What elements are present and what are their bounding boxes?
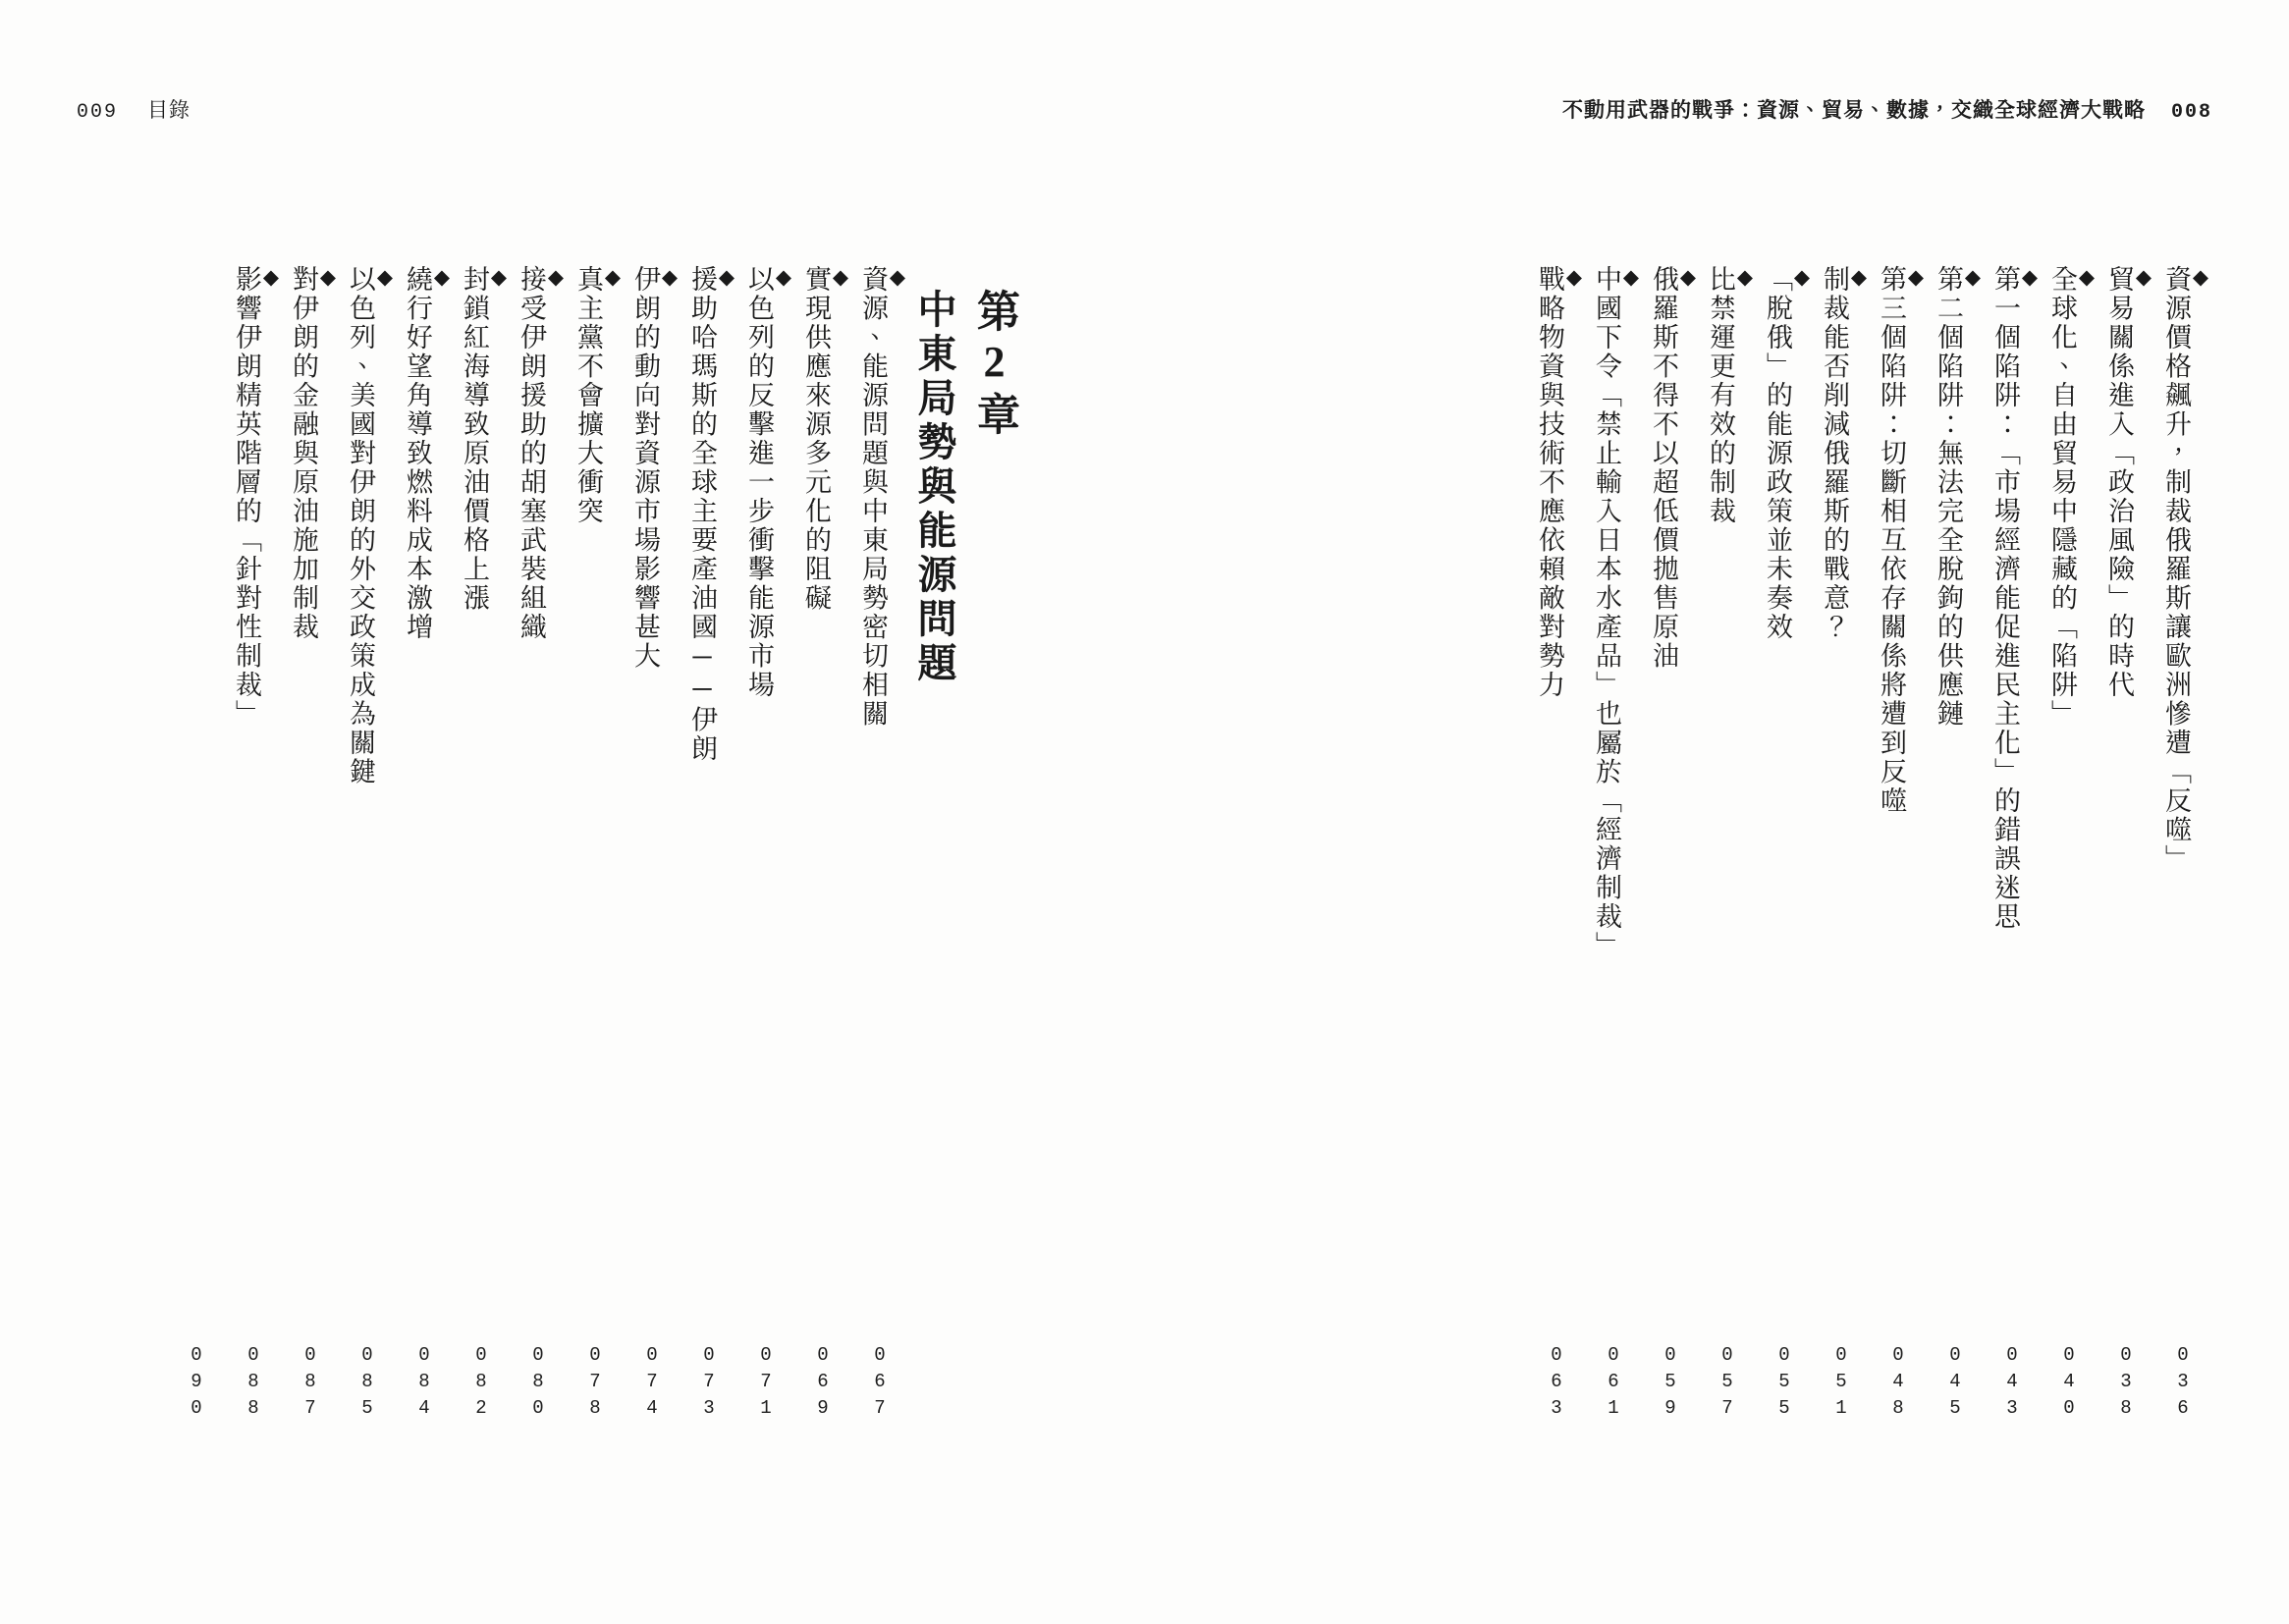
toc-entry-page: 051 <box>1829 1344 1852 1424</box>
toc-entry-page: 061 <box>1602 1344 1624 1424</box>
bullet-icon: ◆ <box>715 265 738 289</box>
toc-entry-text: 中國下令「禁止輸入日本水產品」也屬於「經濟制裁」 <box>1592 265 1621 960</box>
toc-entry-text: 「脫俄」的能源政策並未奏效 <box>1763 265 1792 642</box>
toc-entry-text: 伊朗的動向對資源市場影響甚大 <box>630 265 660 671</box>
bullet-icon: ◆ <box>1733 265 1757 289</box>
toc-entry-text: 比禁運更有效的制裁 <box>1706 265 1735 526</box>
toc-entry-page: 071 <box>754 1344 777 1424</box>
bullet-icon: ◆ <box>658 265 681 289</box>
toc-entry-page: 073 <box>697 1344 720 1424</box>
bullet-icon: ◆ <box>430 265 454 289</box>
toc-entry[interactable] <box>623 265 680 1424</box>
toc-entry[interactable] <box>736 265 793 1424</box>
chapter-heading <box>912 265 1025 1447</box>
bullet-icon: ◆ <box>487 265 511 289</box>
bullet-icon: ◆ <box>259 265 283 289</box>
toc-entry-page: 045 <box>1943 1344 1966 1424</box>
toc-entry-text: 實現供應來源多元化的阻礙 <box>801 265 831 613</box>
bullet-icon: ◆ <box>373 265 397 289</box>
running-head-left-label: 目錄 <box>147 98 191 122</box>
toc-entry-text: 封鎖紅海導致原油價格上漲 <box>460 265 489 613</box>
toc-entry[interactable] <box>395 265 452 1424</box>
toc-entry-page: 043 <box>2000 1344 2023 1424</box>
toc-entry-text: 制裁能否削減俄羅斯的戰意？ <box>1820 265 1849 642</box>
toc-entry-text: 俄羅斯不得不以超低價拋售原油 <box>1649 265 1678 671</box>
toc-entry[interactable] <box>566 265 623 1424</box>
toc-entry-text: 資源、能源問題與中東局勢密切相關 <box>858 265 888 729</box>
bullet-icon: ◆ <box>829 265 852 289</box>
toc-entry-text: 全球化、自由貿易中隱藏的「陷阱」 <box>2047 265 2077 729</box>
toc-entry-page: 067 <box>868 1344 891 1424</box>
toc-entry-page: 090 <box>185 1344 207 1424</box>
toc-entry[interactable] <box>680 265 736 1424</box>
toc-entry-page: 085 <box>355 1344 378 1424</box>
toc-entry[interactable] <box>1698 265 1755 1424</box>
toc-entry-page: 087 <box>299 1344 321 1424</box>
toc-entry-text: 對伊朗的金融與原油施加制裁 <box>289 265 318 642</box>
toc-entry[interactable] <box>2097 265 2153 1424</box>
chapter-number: 第2章 <box>970 289 1018 441</box>
toc-entry[interactable] <box>850 265 907 1424</box>
toc-entry-page: 057 <box>1716 1344 1738 1424</box>
toc-entry[interactable] <box>338 265 395 1424</box>
bullet-icon: ◆ <box>2189 265 2212 289</box>
bullet-icon: ◆ <box>1904 265 1928 289</box>
toc-entry-page: 055 <box>1772 1344 1795 1424</box>
toc-entry[interactable] <box>1926 265 1983 1424</box>
toc-entry[interactable] <box>1641 265 1698 1424</box>
toc-entry-text: 繞行好望角導致燃料成本激增 <box>403 265 432 642</box>
toc-entry[interactable] <box>452 265 509 1424</box>
toc-entry-page: 038 <box>2114 1344 2137 1424</box>
toc-entry-page: 040 <box>2057 1344 2080 1424</box>
folio-right: 008 <box>2170 101 2212 124</box>
bullet-icon: ◆ <box>601 265 625 289</box>
bullet-icon: ◆ <box>1619 265 1643 289</box>
toc-entry[interactable] <box>1983 265 2040 1424</box>
toc-entry-text: 以色列、美國對伊朗的外交政策成為關鍵 <box>346 265 375 786</box>
bullet-icon: ◆ <box>1961 265 1985 289</box>
toc-entry-text: 第三個陷阱：切斷相互依存關係將遭到反噬 <box>1877 265 1906 816</box>
toc-entry-text: 戰略物資與技術不應依賴敵對勢力 <box>1535 265 1564 700</box>
toc-column-left <box>167 265 1035 1424</box>
toc-entry-page: 074 <box>640 1344 663 1424</box>
running-head-right <box>1562 94 2212 124</box>
toc-entry[interactable] <box>1527 265 1584 1424</box>
toc-entry[interactable] <box>1812 265 1869 1424</box>
toc-entry-text: 第一個陷阱：「市場經濟能促進民主化」的錯誤迷思 <box>1990 265 2020 932</box>
toc-entry-page: 069 <box>811 1344 834 1424</box>
bullet-icon: ◆ <box>1790 265 1814 289</box>
toc-entry[interactable] <box>1584 265 1641 1424</box>
toc-entry-page: 078 <box>583 1344 606 1424</box>
toc-entry[interactable] <box>2040 265 2097 1424</box>
bullet-icon: ◆ <box>1847 265 1871 289</box>
toc-entry-page: 084 <box>412 1344 435 1424</box>
toc-entry-text: 影響伊朗精英階層的「針對性制裁」 <box>232 265 261 729</box>
toc-entry-page: 080 <box>526 1344 549 1424</box>
toc-entry-text: 援助哈瑪斯的全球主要產油國──伊朗 <box>687 265 717 764</box>
bullet-icon: ◆ <box>544 265 568 289</box>
toc-entry-text: 貿易關係進入「政治風險」的時代 <box>2104 265 2134 700</box>
toc-entry-page: 048 <box>1886 1344 1909 1424</box>
table-of-contents <box>0 265 2289 1424</box>
book-title: 不動用武器的戰爭：資源、貿易、數據，交織全球經濟大戰略 <box>1561 98 2146 122</box>
toc-entry-text: 接受伊朗援助的胡塞武裝組織 <box>517 265 546 642</box>
toc-entry-page: 059 <box>1659 1344 1681 1424</box>
toc-entry-page: 088 <box>242 1344 264 1424</box>
toc-entry[interactable] <box>224 265 281 1424</box>
bullet-icon: ◆ <box>886 265 909 289</box>
toc-entry[interactable] <box>1755 265 1812 1424</box>
toc-entry-text: 真主黨不會擴大衝突 <box>573 265 603 526</box>
folio-left: 009 <box>77 101 119 124</box>
toc-entry[interactable] <box>281 265 338 1424</box>
toc-entry-text: 資源價格飆升，制裁俄羅斯讓歐洲慘遭「反噬」 <box>2161 265 2191 874</box>
bullet-icon: ◆ <box>2075 265 2098 289</box>
bullet-icon: ◆ <box>772 265 795 289</box>
running-head-left <box>77 94 191 124</box>
bullet-icon: ◆ <box>1676 265 1700 289</box>
chapter-title: 中東局勢與能源問題 <box>912 289 956 686</box>
toc-entry-trailing-page <box>167 265 224 1424</box>
toc-entry[interactable] <box>1869 265 1926 1424</box>
bullet-icon: ◆ <box>2132 265 2155 289</box>
bullet-icon: ◆ <box>1562 265 1586 289</box>
toc-entry[interactable] <box>793 265 850 1424</box>
toc-entry-text: 第二個陷阱：無法完全脫鉤的供應鏈 <box>1934 265 1963 729</box>
toc-entry[interactable] <box>2153 265 2210 1424</box>
toc-entry-page: 082 <box>469 1344 492 1424</box>
toc-entry-page: 063 <box>1545 1344 1567 1424</box>
toc-entry-text: 以色列的反擊進一步衝擊能源市場 <box>744 265 774 700</box>
bullet-icon: ◆ <box>316 265 340 289</box>
toc-entry[interactable] <box>509 265 566 1424</box>
bullet-icon: ◆ <box>2018 265 2042 289</box>
toc-column-right <box>1527 265 2210 1424</box>
toc-entry-page: 036 <box>2171 1344 2194 1424</box>
